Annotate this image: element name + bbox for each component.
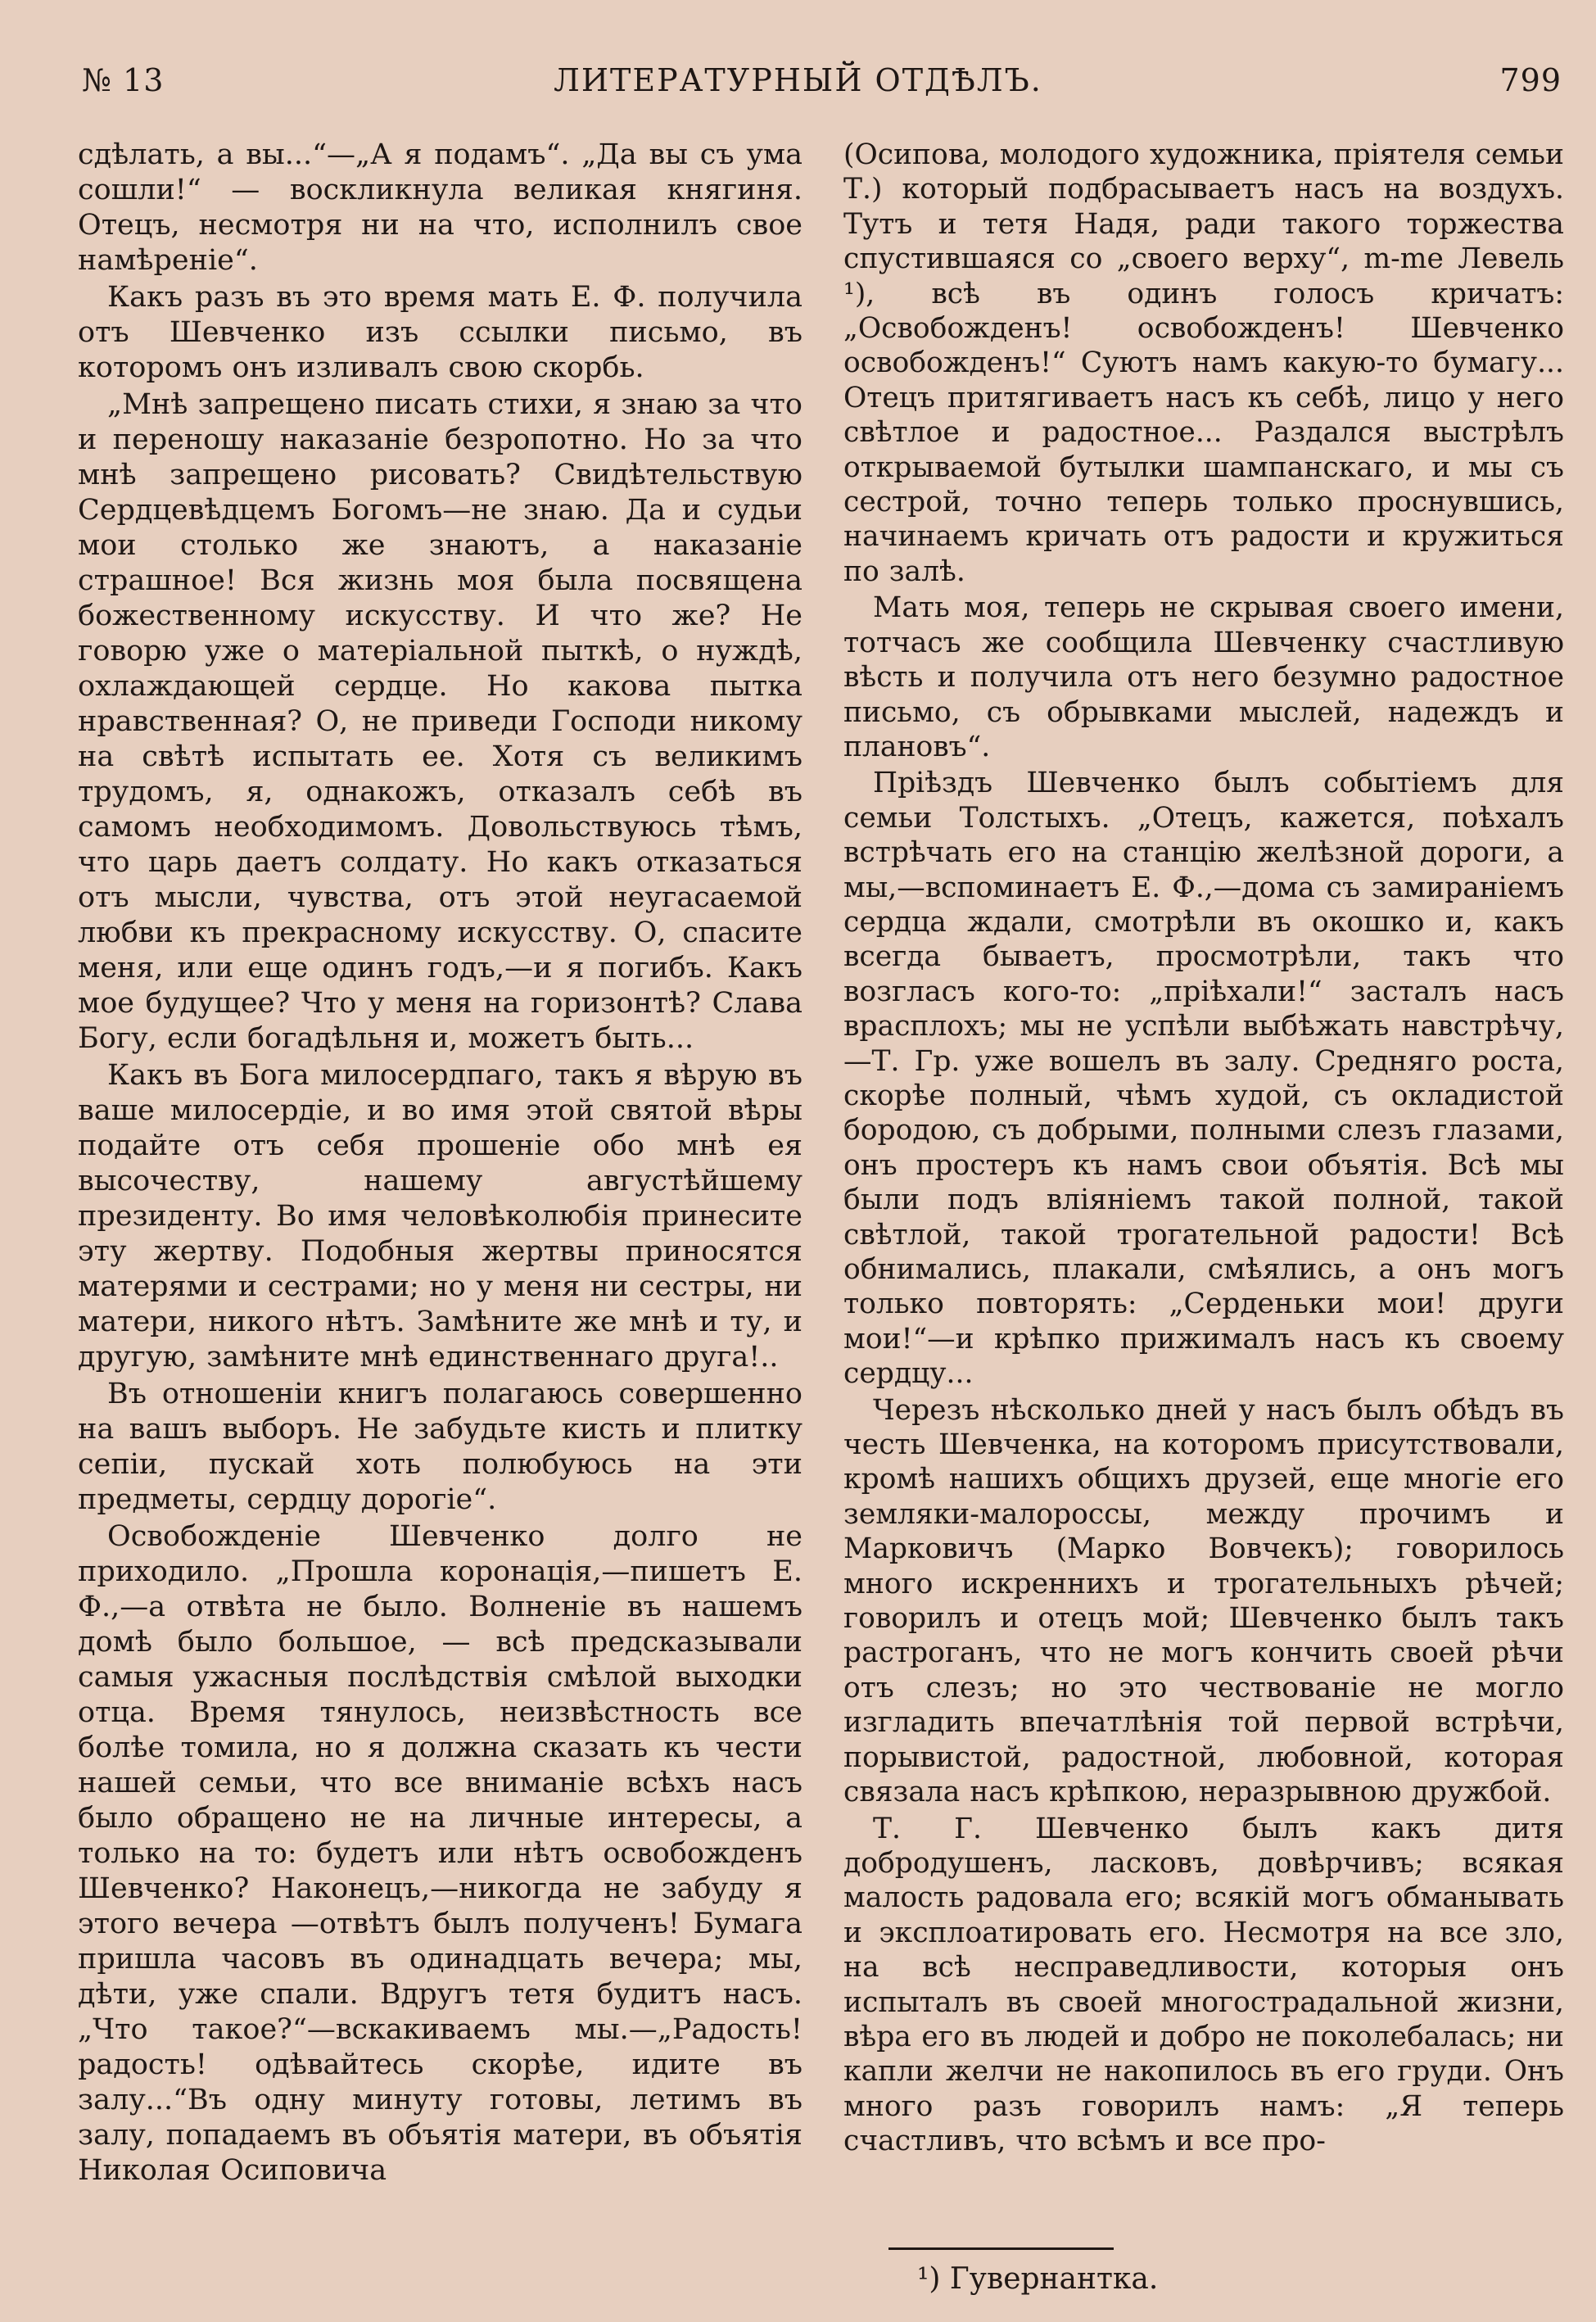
left-column (78, 138, 803, 2190)
paragraph: Пріѣздъ Шевченко былъ событіемъ для семьи Толстыхъ. „Отецъ, кажется, поѣхалъ встрѣчать его на станцію желѣзной дороги, а мы,—вспоминаетъ Е. Ф.,—дома съ замираніемъ сердца ждали, смотрѣли въ окошко и, какъ всегда бываетъ, просмотрѣли, такъ что возгласъ кого-то: „пріѣхали!“ засталъ насъ врасплохъ; мы не успѣли выбѣжать навстрѣчу,—Т. Гр. уже вошелъ въ залу. Средняго роста, скорѣе полный, чѣмъ худой, съ окладистой бородою, съ добрыми, полными слезъ глазами, онъ простеръ къ намъ свои объятія. Всѣ мы были подъ вліяніемъ такой полной, такой свѣтлой, такой трогательной радости! Всѣ обнимались, плакали, смѣялись, а онъ могъ только повторять: „Серденьки мои! други мои!“—и крѣпко прижималъ насъ къ своему сердцу... (843, 767, 1564, 1391)
paragraph: Т. Г. Шевченко былъ какъ дитя добродушенъ, ласковъ, довѣрчивъ; всякая малость радовала его; всякій могъ обманывать и эксплоатировать его. Несмотря на все зло, на всѣ несправедливости, которыя онъ испыталъ въ своей многострадальной жизни, вѣра его въ людей и добро не поколебалась; ни капли желчи не накопилось въ его груди. Онъ много разъ говорилъ намъ: „Я теперь счастливъ, что всѣмъ и все про- (843, 1812, 1564, 2158)
right-column (843, 138, 1564, 2161)
paragraph: Какъ разъ въ это время мать Е. Ф. получила отъ Шевченко изъ ссылки письмо, въ которомъ онъ изливалъ свою скорбь. (78, 281, 803, 384)
paragraph: „Мнѣ запрещено писать стихи, я знаю за что и переношу наказаніе безропотно. Но за что мнѣ запрещено рисовать? Свидѣтельствую Сердцевѣдцемъ Богомъ—не знаю. Да и судьи мои столько же знаютъ, а наказаніе страшное! Вся жизнь моя была посвящена божественному искусству. И что же? Не говорю уже о матеріальной пыткѣ, о нуждѣ, охлаждающей сердце. Но какова пытка нравственная? О, не приведи Господи никому на свѣтѣ испытать ее. Хотя съ великимъ трудомъ, я, однакожъ, отказалъ себѣ въ самомъ необходимомъ. Довольствуюсь тѣмъ, что царь даетъ солдату. Но какъ отказаться отъ мысли, чувства, отъ этой неугасаемой любви къ прекрасному искусству. О, спасите меня, или еще одинъ годъ,—и я погибъ. Какъ мое будущее? Что у меня на горизонтѣ? Слава Богу, если богадѣльня и, можетъ быть... (78, 388, 803, 1055)
paragraph: Черезъ нѣсколько дней у насъ былъ обѣдъ въ честь Шевченка, на которомъ присутствовали, кромѣ нашихъ общихъ друзей, еще многіе его земляки-малороссы, между прочимъ и Марковичъ (Марко Вовчекъ); говорилось много искреннихъ и трогательныхъ рѣчей; говорилъ и отецъ мой; Шевченко былъ такъ растроганъ, что не могъ кончить своей рѣчи отъ слезъ; но это чествованіе не могло изгладить впечатлѣнія той первой встрѣчи, порывистой, радостной, любовной, которая связала насъ крѣпкою, неразрывною дружбой. (843, 1393, 1564, 1809)
paragraph: (Осипова, молодого художника, пріятеля семьи Т.) который подбрасываетъ насъ на воздухъ. Тутъ и тетя Надя, ради такого торжества спустившаяся со „своего верху“, m-me Левель ¹), всѣ въ одинъ голосъ кричатъ: „Освобожденъ! освобожденъ! Шевченко освобожденъ!“ Суютъ намъ какую-то бумагу... Отецъ притягиваетъ насъ къ себѣ, лицо у него свѣтлое и радостное... Раздался выстрѣлъ открываемой бутылки шампанскаго, и мы съ сестрой, точно теперь только проснувшись, начинаемъ кричать отъ радости и кружиться по залѣ. (843, 138, 1564, 588)
footnote-divider (888, 2247, 1114, 2250)
section-title: ЛИТЕРАТУРНЫЙ ОТДѢЛЪ. (554, 62, 1042, 98)
paragraph: Освобожденіе Шевченко долго не приходило. „Прошла коронація,—пишетъ Е. Ф.,—а отвѣта не было. Волненіе въ нашемъ домѣ было большое, — всѣ предсказывали самыя ужасныя послѣдствія смѣлой выходки отца. Время тянулось, неизвѣстность все болѣе томила, но я должна сказать къ чести нашей семьи, что все вниманіе всѣхъ насъ было обращено не на личные интересы, а только на то: будетъ или нѣтъ освобожденъ Шевченко? Наконецъ,—никогда не забуду я этого вечера —отвѣтъ былъ полученъ! Бумага пришла часовъ въ одинадцать вечера; мы, дѣти, уже спали. Вдругъ тетя будитъ насъ. „Что такое?“—вскакиваемъ мы.—„Радость! радость! одѣвайтесь скорѣе, идите въ залу...“Въ одну минуту готовы, летимъ въ залу, попадаемъ въ объятія матери, въ объятія Николая Осиповича (78, 1520, 803, 2187)
paragraph: Въ отношеніи книгъ полагаюсь совершенно на вашъ выборъ. Не забудьте кисть и плитку сепіи, пускай хоть полюбуюсь на эти предметы, сердцу дорогіе“. (78, 1378, 803, 1516)
paragraph: Мать моя, теперь не скрывая своего имени, тотчасъ же сообщила Шевченку счастливую вѣсть и получила отъ него безумно радостное письмо, съ обрывками мыслей, надеждъ и плановъ“. (843, 591, 1564, 763)
paragraph: Какъ въ Бога милосердпаго, такъ я вѣрую въ ваше милосердіе, и во имя этой святой вѣры подайте отъ себя прошеніе обо мнѣ ея высочеству, нашему августѣйшему президенту. Во имя человѣколюбія принесите эту жертву. Подобныя жертвы приносятся матерями и сестрами; но у меня ни сестры, ни матери, никого нѣтъ. Замѣните же мнѣ и ту, и другую, замѣните мнѣ единственнаго друга!.. (78, 1059, 803, 1374)
issue-number: № 13 (82, 62, 165, 98)
paragraph: сдѣлать, а вы...“—„А я подамъ“. „Да вы съ ума сошли!“ — воскликнула великая княгиня. Отецъ, несмотря ни на что, исполнилъ свое намѣреніе“. (78, 138, 803, 277)
page-number: 799 (1499, 62, 1562, 98)
footnote: ¹) Гувернантка. (917, 2262, 1159, 2296)
